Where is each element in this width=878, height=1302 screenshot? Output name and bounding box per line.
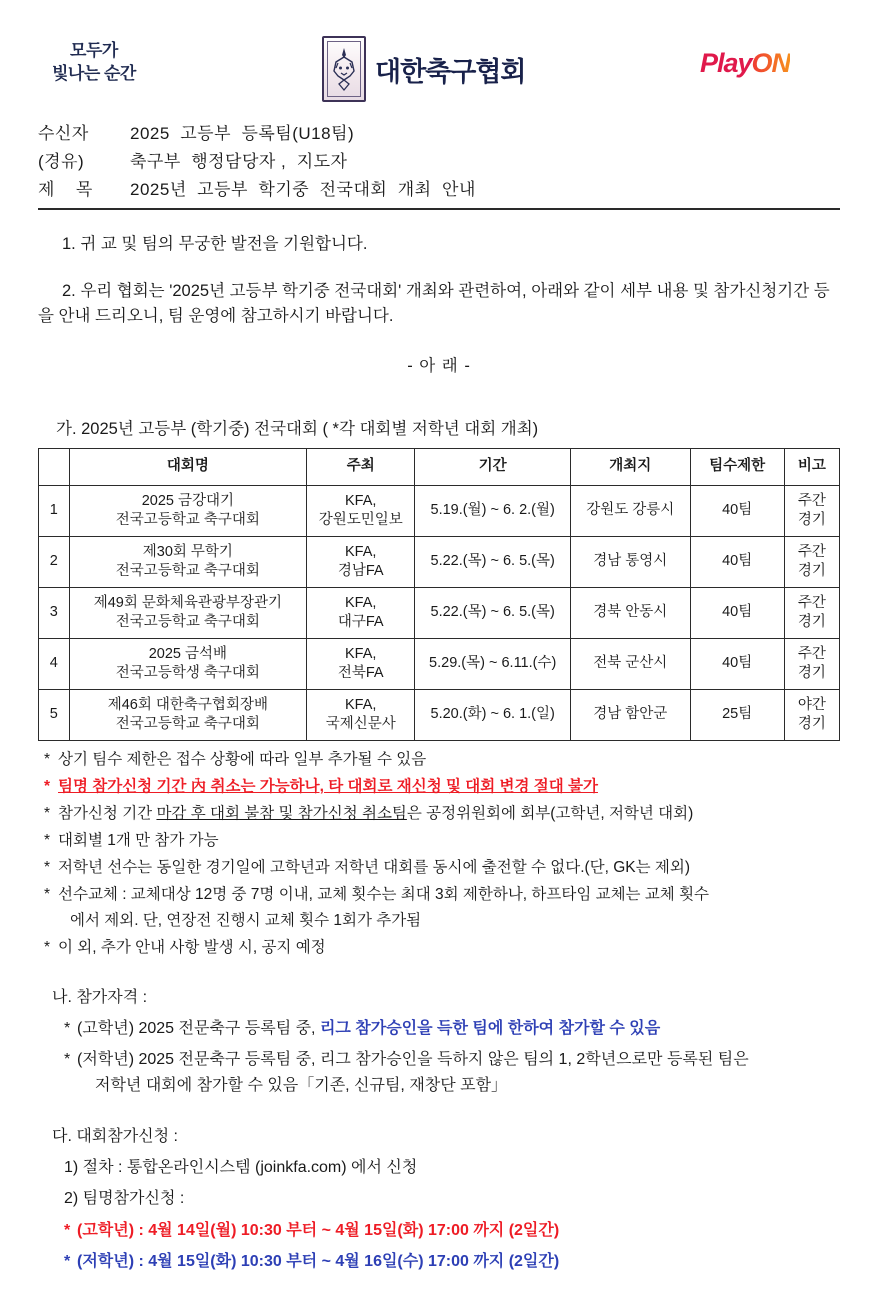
cell-remark-line2: 경기 xyxy=(797,562,826,579)
note-text: 이 외, 추가 안내 사항 발생 시, 공지 예정 xyxy=(58,938,326,956)
low-grade-period-text: (저학년) : 4월 15일(화) 10:30 부터 ~ 4월 16일(수) 17:00 까지 (2일간) xyxy=(77,1253,560,1271)
cell-remark xyxy=(784,485,839,536)
notes-list xyxy=(44,747,840,960)
cell-remark xyxy=(784,689,839,740)
cell-host-line2: 경남FA xyxy=(337,562,384,579)
kfa-logo xyxy=(322,36,526,102)
asterisk-icon: * xyxy=(64,1221,71,1239)
note-text-prefix: 참가신청 기간 xyxy=(58,805,157,823)
cell-host-line2: 대구FA xyxy=(337,613,384,630)
cell-no: 5 xyxy=(39,689,70,740)
play-on-on-text: ON xyxy=(751,48,791,78)
cell-host-line1: KFA, xyxy=(345,493,377,510)
table-header-row xyxy=(39,448,840,485)
table-row xyxy=(39,485,840,536)
cell-name-line2: 전국고등학교 축구대회 xyxy=(115,715,260,732)
note-text: 상기 팀수 제한은 접수 상황에 따라 일부 추가될 수 있음 xyxy=(58,750,427,768)
address-block xyxy=(38,120,840,210)
cell-no: 1 xyxy=(39,485,70,536)
na-line1-plain: (고학년) 2025 전문축구 등록팀 중, xyxy=(77,1019,320,1037)
cell-name-line1: 제46회 대한축구협회장배 xyxy=(107,697,268,714)
cell-host-line1: KFA, xyxy=(345,697,377,714)
cell-location: 전북 군산시 xyxy=(570,638,690,689)
crest-inner-frame xyxy=(327,41,361,97)
col-header-remark: 비고 xyxy=(784,448,839,485)
cell-host xyxy=(307,689,415,740)
cell-name xyxy=(69,536,306,587)
cell-name-line2: 전국고등학생 축구대회 xyxy=(115,664,260,681)
cell-host-line2: 전북FA xyxy=(337,664,384,681)
note-text xyxy=(58,882,840,932)
asterisk-icon: * xyxy=(44,805,51,823)
cell-location: 강원도 강릉시 xyxy=(570,485,690,536)
cell-no: 2 xyxy=(39,536,70,587)
address-row-recipient xyxy=(38,120,840,148)
cell-host xyxy=(307,638,415,689)
section-na-line-1 xyxy=(64,1016,840,1042)
col-header-no xyxy=(39,448,70,485)
note-text: 대회별 1개 만 참가 가능 xyxy=(58,832,219,850)
cell-period: 5.29.(목) ~ 6.11.(수) xyxy=(415,638,570,689)
note-item-3 xyxy=(44,801,840,826)
cell-period: 5.22.(목) ~ 6. 5.(목) xyxy=(415,536,570,587)
address-value-subject: 2025년 고등부 학기중 전국대회 개최 안내 xyxy=(130,180,476,200)
note-text-suffix: 은 공정위원회에 회부(고학년, 저학년 대회) xyxy=(406,805,694,823)
cell-location: 경북 안동시 xyxy=(570,587,690,638)
cell-name-line2: 전국고등학교 축구대회 xyxy=(115,562,260,579)
cell-remark-line1: 주간 xyxy=(797,595,826,612)
tournament-table xyxy=(38,448,840,741)
cell-location: 경남 통영시 xyxy=(570,536,690,587)
asterisk-icon: * xyxy=(44,750,51,768)
na-line2-part1: (저학년) 2025 전문축구 등록팀 중, 리그 참가승인을 득하지 않은 팀의 1, 2학년으로만 등록된 팀은 xyxy=(77,1051,749,1069)
cell-remark-line1: 야간 xyxy=(797,697,826,714)
asterisk-icon: * xyxy=(44,886,51,904)
section-ga-title: 가. 2025년 고등부 (학기중) 전국대회 ( *각 대회별 저학년 대회 개최) xyxy=(56,420,539,439)
table-row xyxy=(39,587,840,638)
section-da-item-1: 1) 절차 : 통합온라인시스템 (joinkfa.com) 에서 신청 xyxy=(64,1158,418,1176)
kfa-name-label: 대한축구협회 xyxy=(375,56,526,87)
address-row-subject xyxy=(38,176,840,204)
cell-remark-line1: 주간 xyxy=(797,493,826,510)
slogan-logo xyxy=(52,40,136,86)
cell-host xyxy=(307,485,415,536)
cell-host-line1: KFA, xyxy=(345,646,377,663)
cell-remark-line1: 주간 xyxy=(797,544,826,561)
cell-limit: 40팀 xyxy=(690,638,784,689)
asterisk-icon: * xyxy=(64,1019,71,1037)
asterisk-icon: * xyxy=(44,938,51,956)
section-da-low-grade-line xyxy=(64,1249,840,1275)
cell-name-line1: 제49회 문화체육관광부장관기 xyxy=(93,595,282,612)
cell-remark xyxy=(784,587,839,638)
play-on-logo xyxy=(700,48,790,79)
address-label-via: (경유) xyxy=(38,152,85,172)
note-text-line1: 선수교체 : 교체대상 12명 중 7명 이내, 교체 횟수는 최대 3회 제한하나, 하프타임 교체는 교체 횟수 xyxy=(58,886,710,904)
section-na-title: 나. 참가자격 : xyxy=(52,988,148,1006)
cell-no: 4 xyxy=(39,638,70,689)
section-na-line-2-text xyxy=(77,1047,749,1098)
na-line1-highlight: 리그 참가승인을 득한 팀에 한하여 참가할 수 있음 xyxy=(319,1019,661,1037)
paragraph-1: 1. 귀 교 및 팀의 무궁한 발전을 기원합니다. xyxy=(62,235,368,254)
document-body xyxy=(38,232,840,1275)
note-text-line2: 에서 제외. 단, 연장전 진행시 교체 횟수 1회가 추가됨 xyxy=(70,911,422,929)
col-header-host: 주최 xyxy=(307,448,415,485)
cell-name xyxy=(69,638,306,689)
col-header-name: 대회명 xyxy=(69,448,306,485)
note-item-1 xyxy=(44,747,840,772)
section-da-title: 다. 대회참가신청 : xyxy=(52,1127,178,1145)
cell-name-line2: 전국고등학교 축구대회 xyxy=(115,613,260,630)
note-text: 저학년 선수는 동일한 경기일에 고학년과 저학년 대회를 동시에 출전할 수 없다.(단, GK는 제외) xyxy=(58,859,691,877)
cell-remark-line2: 경기 xyxy=(797,664,826,681)
cell-limit: 40팀 xyxy=(690,587,784,638)
table-row xyxy=(39,638,840,689)
cell-limit: 40팀 xyxy=(690,536,784,587)
table-row xyxy=(39,536,840,587)
address-value-via: 축구부 행정담당자 , 지도자 xyxy=(130,152,348,172)
cell-remark xyxy=(784,536,839,587)
cell-name-line1: 제30회 무학기 xyxy=(142,544,233,561)
cell-remark-line2: 경기 xyxy=(797,613,826,630)
paragraph-2: 2. 우리 협회는 '2025년 고등부 학기중 전국대회' 개최와 관련하여, 아래와 같이 세부 내용 및 참가신청기간 등을 안내 드리오니, 팀 운영에 참고하시기 바랍니다. xyxy=(38,281,830,325)
cell-period: 5.20.(화) ~ 6. 1.(일) xyxy=(415,689,570,740)
lion-crest-icon xyxy=(322,36,366,102)
note-text xyxy=(58,801,840,826)
cell-remark-line1: 주간 xyxy=(797,646,826,663)
cell-name xyxy=(69,587,306,638)
cell-host-line1: KFA, xyxy=(345,544,377,561)
cell-name xyxy=(69,485,306,536)
section-da-high-grade-line xyxy=(64,1218,840,1244)
cell-host-line2: 강원도민일보 xyxy=(318,511,403,528)
note-text: 팀명 참가신청 기간 內 취소는 가능하나, 타 대회로 재신청 및 대회 변경 절대 불가 xyxy=(58,778,598,795)
cell-name-line2: 전국고등학교 축구대회 xyxy=(115,511,260,528)
cell-name xyxy=(69,689,306,740)
cell-name-line1: 2025 금강대기 xyxy=(141,493,235,510)
asterisk-icon: * xyxy=(64,1051,71,1069)
slogan-line-2: 빛나는 순간 xyxy=(52,63,136,83)
section-na-line-2 xyxy=(64,1047,840,1098)
address-row-via xyxy=(38,148,840,176)
asterisk-icon: * xyxy=(44,832,51,850)
table-row xyxy=(39,689,840,740)
cell-host xyxy=(307,587,415,638)
note-item-2 xyxy=(44,774,840,799)
cell-no: 3 xyxy=(39,587,70,638)
col-header-period: 기간 xyxy=(415,448,570,485)
play-on-play-text: Play xyxy=(700,48,752,78)
section-da-item-2: 2) 팀명참가신청 : xyxy=(64,1190,185,1208)
cell-limit: 40팀 xyxy=(690,485,784,536)
cell-remark xyxy=(784,638,839,689)
cell-remark-line2: 경기 xyxy=(797,511,826,528)
section-na xyxy=(38,986,840,1099)
cell-host-line1: KFA, xyxy=(345,595,377,612)
col-header-location: 개최지 xyxy=(570,448,690,485)
address-value-recipient: 2025 고등부 등록팀(U18팀) xyxy=(130,124,355,143)
below-marker: - 아 래 - xyxy=(407,357,471,376)
cell-period: 5.19.(월) ~ 6. 2.(월) xyxy=(415,485,570,536)
na-line2-part2: 저학년 대회에 참가할 수 있음「기존, 신규팀, 재창단 포함」 xyxy=(95,1076,508,1094)
cell-period: 5.22.(목) ~ 6. 5.(목) xyxy=(415,587,570,638)
note-item-6 xyxy=(44,882,840,932)
header-logo-bar xyxy=(0,0,878,112)
section-da xyxy=(38,1125,840,1275)
cell-host-line2: 국제신문사 xyxy=(325,715,396,732)
note-text-underlined: 마감 후 대회 불참 및 참가신청 취소팀 xyxy=(156,805,407,823)
col-header-limit: 팀수제한 xyxy=(690,448,784,485)
cell-limit: 25팀 xyxy=(690,689,784,740)
cell-name-line1: 2025 금석배 xyxy=(148,646,227,663)
asterisk-icon: * xyxy=(64,1253,71,1271)
cell-location: 경남 함안군 xyxy=(570,689,690,740)
slogan-line-1: 모두가 xyxy=(70,41,118,60)
address-label-subject: 제 목 xyxy=(38,180,93,200)
address-label-recipient: 수신자 xyxy=(38,124,89,143)
cell-host xyxy=(307,536,415,587)
note-item-4 xyxy=(44,828,840,853)
asterisk-icon: * xyxy=(44,778,51,795)
cell-remark-line2: 경기 xyxy=(797,715,826,732)
note-item-7 xyxy=(44,935,840,960)
asterisk-icon: * xyxy=(44,859,51,877)
section-na-line-1-text xyxy=(77,1016,660,1042)
note-item-5 xyxy=(44,855,840,880)
high-grade-period-text: (고학년) : 4월 14일(월) 10:30 부터 ~ 4월 15일(화) 17:00 까지 (2일간) xyxy=(77,1221,560,1239)
